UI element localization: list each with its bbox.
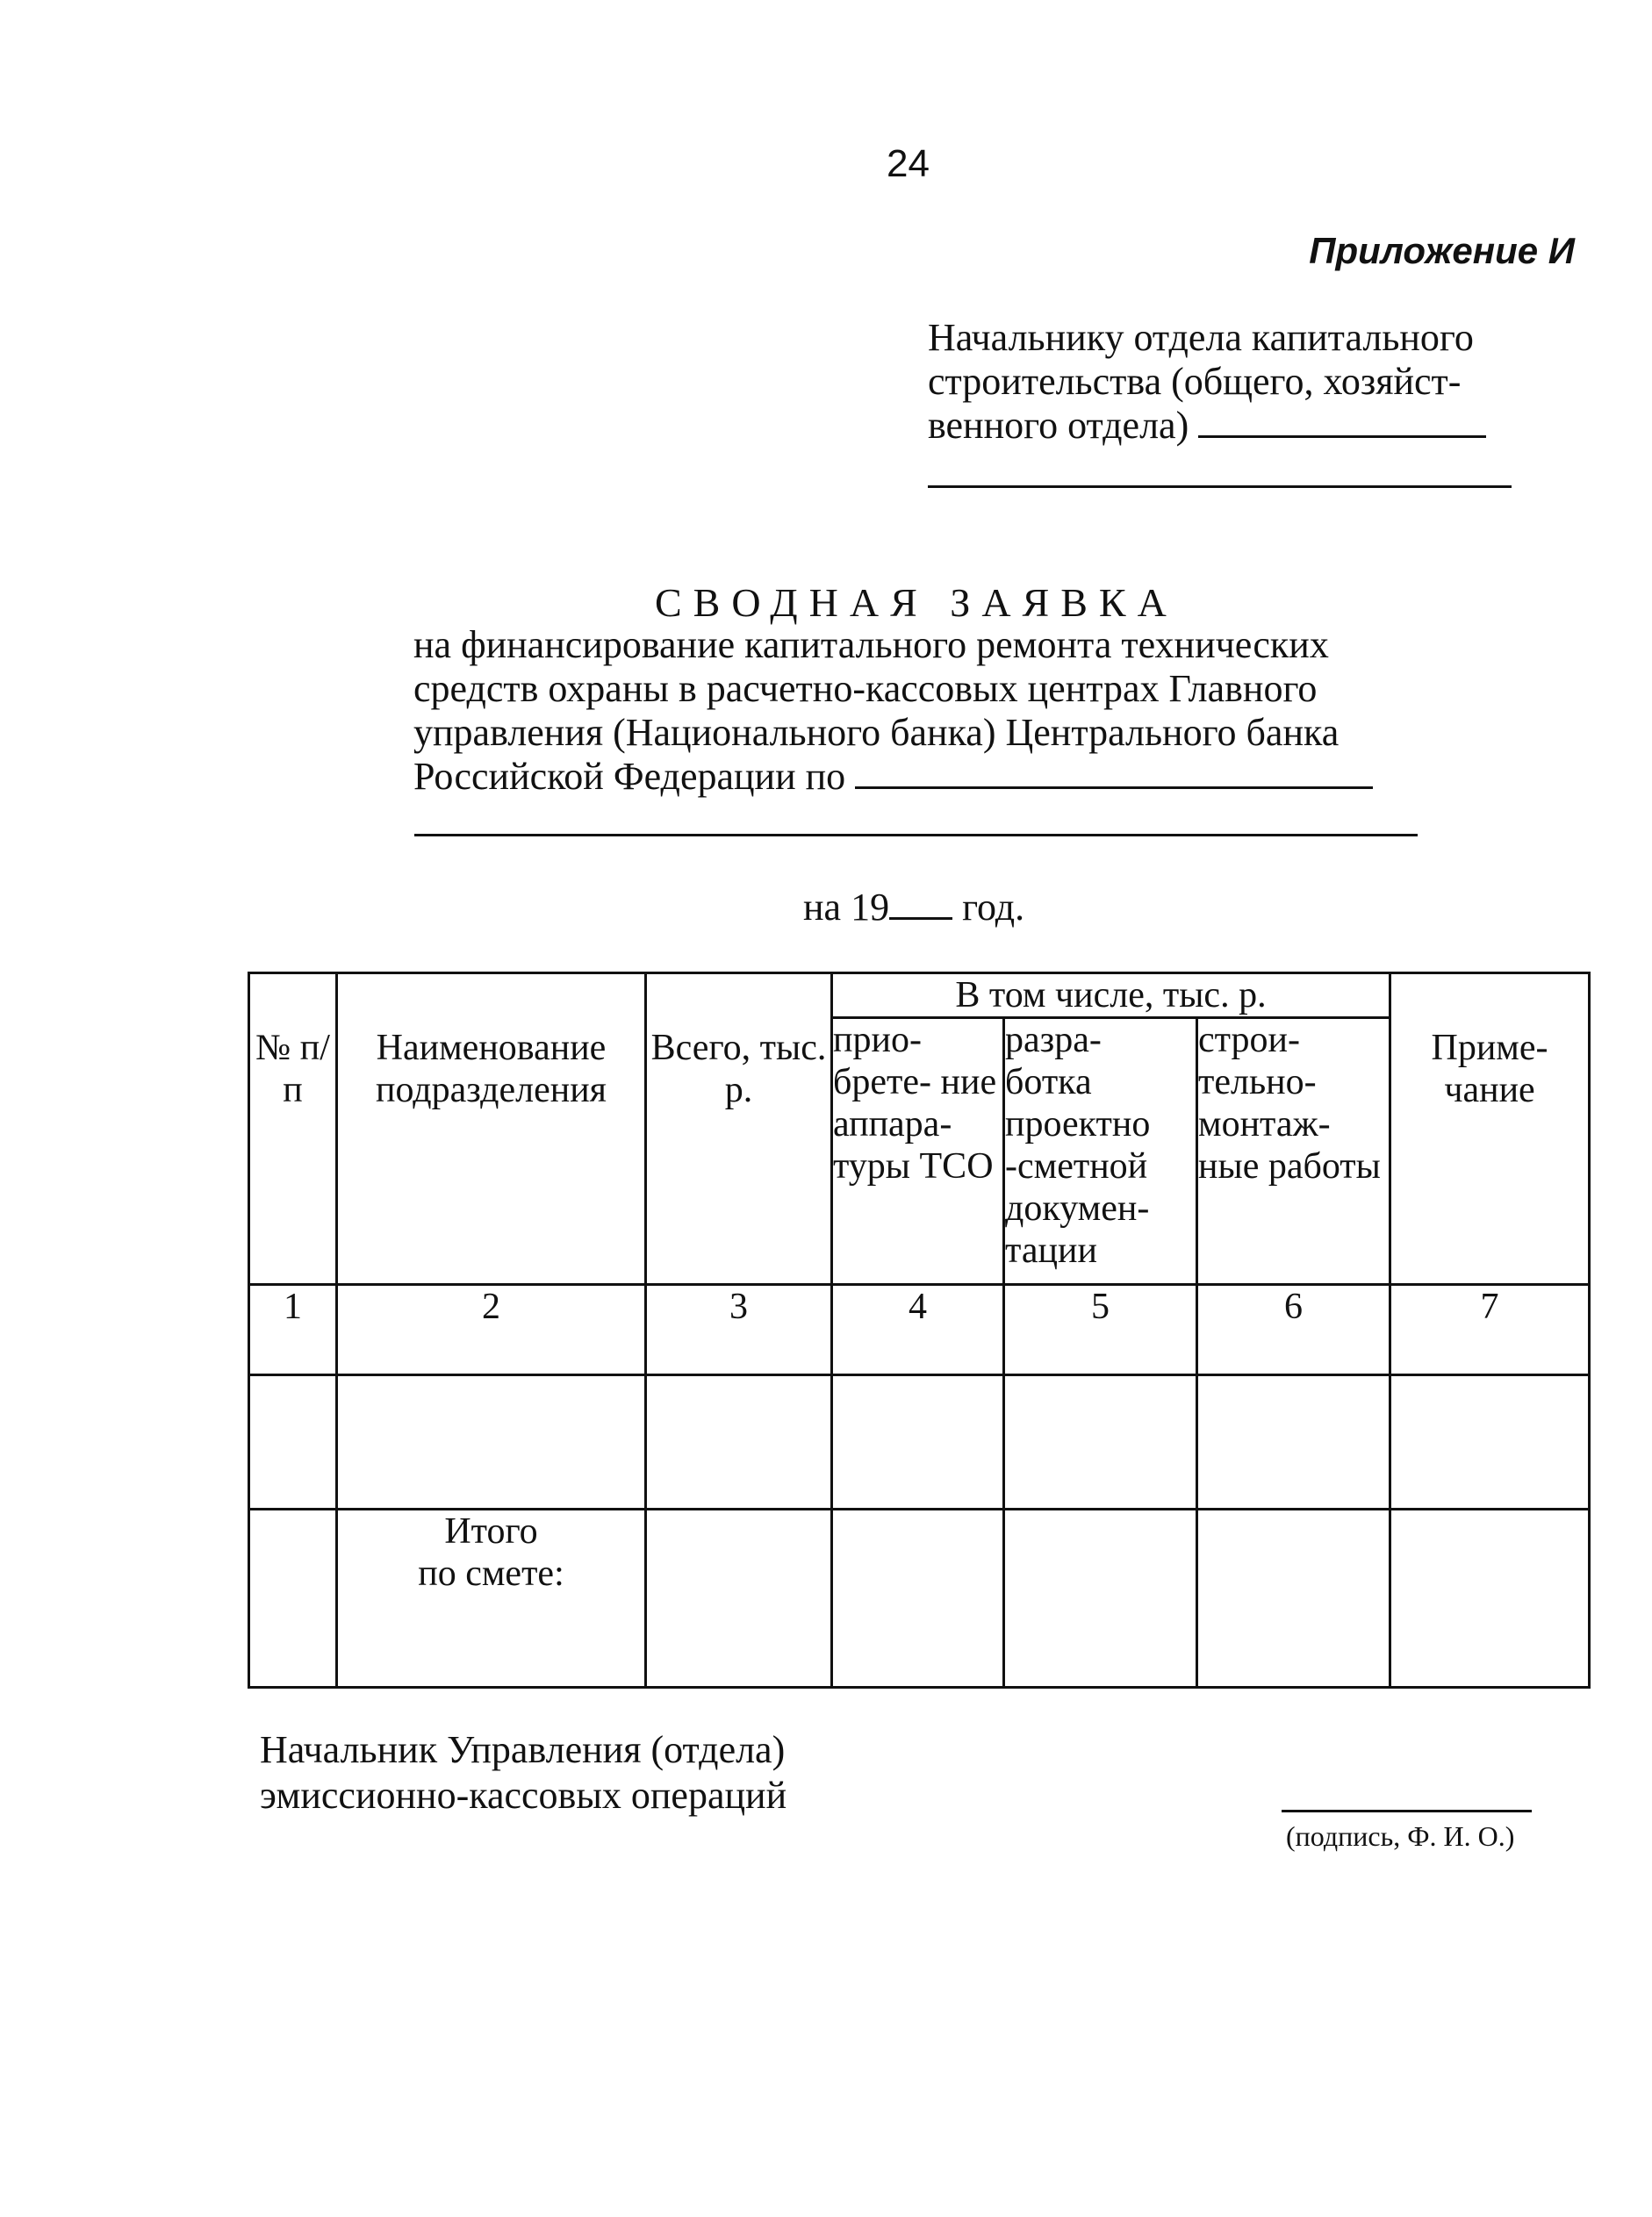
subtitle-line: управления (Национального банка) Центрального банка: [413, 711, 1340, 754]
column-number: 6: [1197, 1285, 1390, 1375]
addressee-line: строительства (общего, хозяйст-: [928, 360, 1462, 403]
empty-cell: [1004, 1510, 1197, 1688]
empty-cell: [832, 1375, 1004, 1510]
empty-cell: [249, 1510, 337, 1688]
header-design-docs: разра- ботка проектно -сметной докумен- тации: [1004, 1018, 1197, 1285]
column-number: 4: [832, 1285, 1004, 1375]
signature-block: [260, 1727, 786, 1819]
header-name: Наименование подразделения: [337, 973, 646, 1285]
addressee-blank-line: [928, 485, 1512, 488]
column-number: 2: [337, 1285, 646, 1375]
estimate-table: [248, 972, 1591, 1689]
year-line: [803, 885, 1024, 929]
column-numbers-row: [249, 1285, 1590, 1375]
empty-cell: [1390, 1510, 1590, 1688]
total-row: [249, 1510, 1590, 1688]
column-number: 7: [1390, 1285, 1590, 1375]
subtitle-blank-line: [414, 834, 1418, 836]
header-equipment: прио- брете- ние аппара- туры ТСО: [832, 1018, 1004, 1285]
page-number: 24: [887, 142, 930, 185]
signature-blank-line: [1282, 1810, 1532, 1812]
header-group: В том числе, тыс. р.: [832, 973, 1390, 1018]
empty-cell: [1004, 1375, 1197, 1510]
appendix-label: Приложение И: [1309, 230, 1575, 271]
header-construction: строи- тельно- монтаж- ные работы: [1197, 1018, 1390, 1285]
year-suffix: год.: [962, 886, 1025, 929]
subtitle-line: средств охраны в расчетно-кассовых центрах Главного: [413, 667, 1318, 710]
addressee-line: [928, 404, 1516, 448]
empty-cell: [832, 1510, 1004, 1688]
addressee-blank: [1198, 427, 1486, 438]
column-number: 5: [1004, 1285, 1197, 1375]
empty-cell: [249, 1375, 337, 1510]
signature-title-line: эмиссионно-кассовых операций: [260, 1774, 787, 1817]
empty-cell: [1197, 1510, 1390, 1688]
subtitle-blank: [855, 778, 1373, 789]
document-title: СВОДНАЯ ЗАЯВКА: [655, 580, 1178, 625]
addressee-text: венного отдела): [928, 404, 1189, 447]
subtitle-line: на финансирование капитального ремонта технических: [413, 623, 1329, 666]
year-blank: [889, 908, 952, 920]
table-row: [249, 1375, 1590, 1510]
empty-cell: [337, 1375, 646, 1510]
empty-cell: [646, 1510, 832, 1688]
header-total: Всего, тыс. р.: [646, 973, 832, 1285]
addressee-line: Начальнику отдела капитального: [928, 316, 1474, 359]
year-prefix: на 19: [803, 886, 890, 929]
header-note: Приме- чание: [1390, 973, 1590, 1285]
signature-caption: (подпись, Ф. И. О.): [1286, 1820, 1515, 1852]
column-number: 3: [646, 1285, 832, 1375]
total-label-line: Итого: [444, 1511, 538, 1552]
total-label-line: по смете:: [418, 1553, 564, 1594]
header-num: № п/п: [249, 973, 337, 1285]
column-number: 1: [249, 1285, 337, 1375]
empty-cell: [1390, 1375, 1590, 1510]
empty-cell: [1197, 1375, 1390, 1510]
subtitle-block: [413, 623, 1423, 799]
subtitle-text: Российской Федерации по: [413, 755, 846, 798]
signature-title-line: Начальник Управления (отдела): [260, 1728, 786, 1771]
empty-cell: [646, 1375, 832, 1510]
addressee-block: [928, 316, 1516, 448]
subtitle-line: [413, 755, 1423, 799]
total-label: [337, 1510, 646, 1688]
